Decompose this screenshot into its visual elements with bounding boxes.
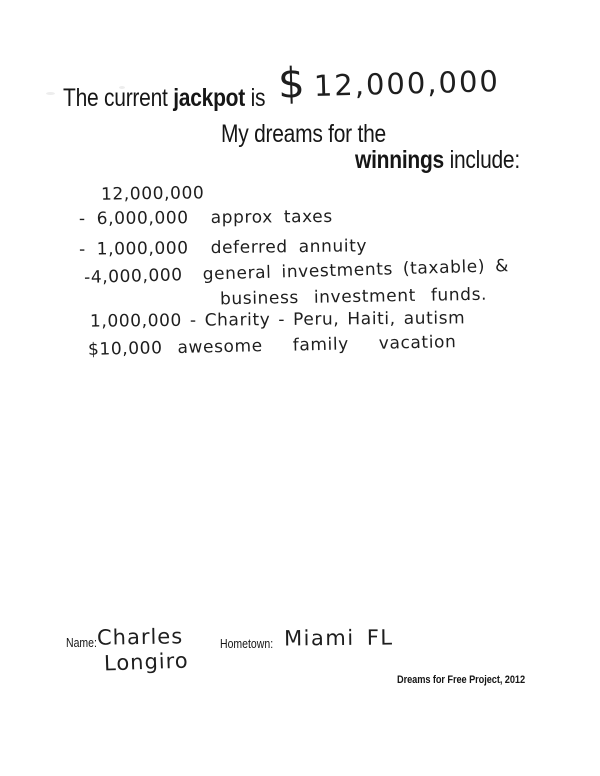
- dream-list-item: 1,000,000 - Charity - Peru, Haiti, autism: [89, 308, 466, 332]
- dollar-sign: $: [277, 58, 306, 108]
- jackpot-sentence-post: is: [250, 84, 266, 112]
- jackpot-sentence-pre: The current: [63, 84, 168, 112]
- handwritten-name-first: Charles: [96, 624, 184, 650]
- dream-list-item: - 6,000,000 approx taxes: [78, 206, 333, 230]
- project-credit: Dreams for Free Project, 2012: [397, 674, 526, 686]
- handwritten-name-last: Longiro: [103, 648, 190, 676]
- name-label: Name:: [66, 636, 97, 650]
- subtitle-line-2: [355, 146, 520, 175]
- dream-list-item: - 1,000,000 deferred annuity: [78, 236, 368, 260]
- jackpot-amount-digits: 12,000,000: [313, 64, 501, 103]
- handwritten-hometown: Miami FL: [283, 625, 394, 651]
- scan-artifact: [46, 92, 55, 95]
- dream-list-item: -4,000,000 general investments (taxable) &: [83, 256, 510, 288]
- handwritten-jackpot-amount: [277, 57, 501, 108]
- subtitle-line-1: My dreams for the: [221, 120, 386, 148]
- jackpot-sentence: [63, 84, 265, 113]
- subtitle-bold: winnings: [355, 146, 444, 174]
- dream-list-item-continuation: business investment funds.: [219, 284, 488, 310]
- subtitle-post: include:: [449, 146, 520, 174]
- dream-list-item: $10,000 awesome family vacation: [87, 332, 457, 360]
- dream-list-item: 12,000,000: [100, 183, 205, 205]
- hometown-label: Hometown:: [220, 637, 274, 651]
- jackpot-sentence-bold: jackpot: [173, 84, 245, 112]
